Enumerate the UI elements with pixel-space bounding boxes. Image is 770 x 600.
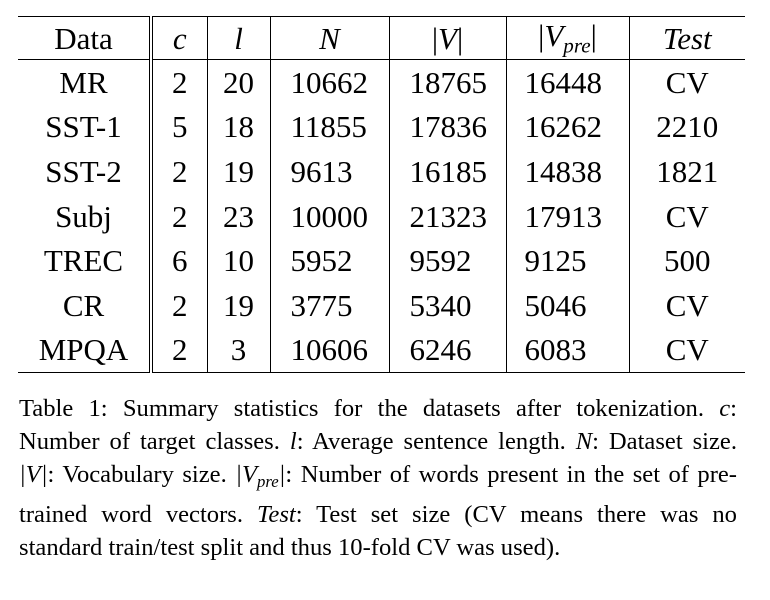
cell-n: 10606 [270, 328, 389, 373]
caption-l-desc: : Average sentence length. [296, 428, 576, 455]
cell-data: MR [18, 60, 151, 105]
header-v [389, 17, 506, 60]
header-vpre [506, 17, 629, 60]
cell-l: 19 [207, 149, 270, 194]
cell-l: 10 [207, 238, 270, 283]
cell-c: 6 [151, 238, 207, 283]
cell-v: 5340 [389, 283, 506, 328]
table-header-row [18, 17, 745, 60]
cell-c: 5 [151, 105, 207, 150]
cell-data: TREC [18, 238, 151, 283]
table-caption [19, 392, 737, 564]
table-row [18, 60, 745, 105]
caption-vpre-sub: pre [256, 472, 279, 492]
table-row [18, 328, 745, 373]
cell-test: 1821 [656, 153, 719, 189]
cell-c: 2 [151, 283, 207, 328]
cell-n: 11855 [270, 105, 389, 150]
header-v-symbol: V [438, 20, 457, 56]
cell-n: 10662 [270, 60, 389, 105]
cell-data: SST-2 [18, 149, 151, 194]
cell-c: 2 [151, 194, 207, 239]
cell-n: 5952 [270, 238, 389, 283]
header-vpre-base: V [544, 17, 564, 53]
summary-statistics-table [18, 16, 745, 373]
header-v-close-bar: | [456, 20, 464, 56]
cell-vpre: 14838 [506, 149, 629, 194]
cell-data: Subj [18, 194, 151, 239]
cell-v: 6246 [389, 328, 506, 373]
cell-l: 19 [207, 283, 270, 328]
cell-vpre: 5046 [506, 283, 629, 328]
header-vpre-sub: pre [563, 33, 591, 58]
caption-v-symbol: |V| [19, 461, 48, 488]
cell-l: 20 [207, 60, 270, 105]
cell-n: 10000 [270, 194, 389, 239]
caption-n-desc: : Dataset size. [592, 428, 737, 455]
cell-c: 2 [151, 328, 207, 373]
header-c: c [151, 17, 207, 60]
caption-vpre-open: |V [235, 461, 257, 488]
cell-v: 9592 [389, 238, 506, 283]
table-row [18, 283, 745, 328]
cell-vpre: 17913 [506, 194, 629, 239]
table-container [18, 16, 745, 373]
caption-l-symbol: l [289, 428, 297, 455]
caption-vpre-symbol [235, 461, 286, 492]
caption-c-symbol: c [719, 395, 731, 422]
caption-n-symbol: N [575, 428, 593, 455]
cell-test: CV [665, 198, 709, 234]
cell-vpre: 16448 [506, 60, 629, 105]
cell-test: 2210 [656, 109, 719, 145]
caption-test-symbol: Test [256, 501, 296, 529]
caption-vpre-desc: : Number of words present in the set of pre-trained word vectors. [19, 461, 737, 529]
cell-c: 2 [151, 149, 207, 194]
cell-l: 23 [207, 194, 270, 239]
header-vpre-open-bar: | [538, 17, 545, 53]
cell-test: CV [665, 287, 709, 323]
header-n: N [270, 17, 389, 60]
cell-test: CV [665, 332, 709, 368]
cell-vpre: 6083 [506, 328, 629, 373]
cell-v: 21323 [389, 194, 506, 239]
cell-v: 17836 [389, 105, 506, 150]
caption-vpre-close: | [278, 461, 286, 488]
caption-prefix: Table 1: Summary statistics for the datasets after tokenization. [19, 395, 720, 422]
caption-test-desc: : Test set size (CV means there was no standard train/test split and thus 10-fold CV was used). [19, 501, 737, 562]
cell-data: CR [18, 283, 151, 328]
header-test: Test [662, 20, 712, 56]
cell-v: 18765 [389, 60, 506, 105]
cell-n: 3775 [270, 283, 389, 328]
table-row [18, 238, 745, 283]
cell-data: SST-1 [18, 105, 151, 150]
cell-test: CV [665, 64, 709, 100]
cell-vpre: 9125 [506, 238, 629, 283]
header-data: Data [18, 17, 151, 60]
cell-n: 9613 [270, 149, 389, 194]
cell-vpre: 16262 [506, 105, 629, 150]
header-v-open-bar: | [431, 20, 439, 56]
cell-v: 16185 [389, 149, 506, 194]
cell-c: 2 [151, 60, 207, 105]
cell-data: MPQA [18, 328, 151, 373]
caption-v-desc: : Vocabulary size. [47, 461, 236, 488]
header-l: l [207, 17, 270, 60]
table-row [18, 194, 745, 239]
cell-l: 18 [207, 105, 270, 150]
table-row [18, 105, 745, 150]
cell-l: 3 [207, 328, 270, 373]
cell-test: 500 [664, 243, 711, 279]
caption-c-desc: : Number of target classes. [19, 395, 737, 455]
header-vpre-close-bar: | [590, 17, 597, 53]
table-row [18, 149, 745, 194]
